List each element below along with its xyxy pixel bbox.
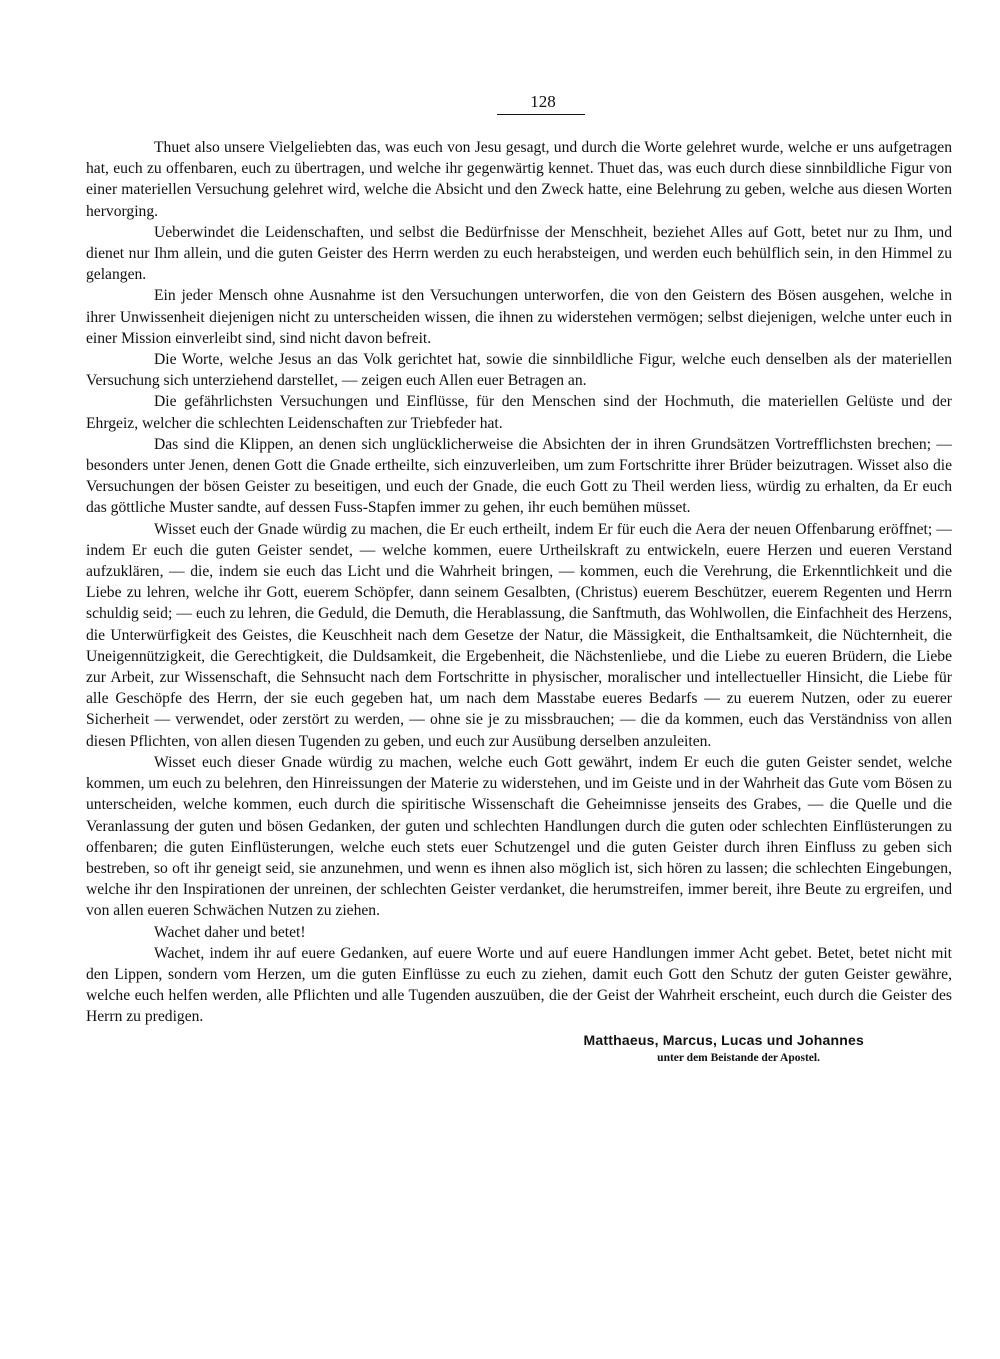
paragraph-3: Ein jeder Mensch ohne Ausnahme ist den Versuchungen unterworfen, die von den Geistern des Bösen ausgehen, welche in ihrer Unwissenheit diejenigen nicht zu unterscheiden wissen, die ihnen zu widerstehen vermögen; selbst diejenigen, welche unter euch in einer Mission einverleibt sind, sind nicht davon befreit. <box>86 287 952 347</box>
paragraph-4: Die Worte, welche Jesus an das Volk gerichtet hat, sowie die sinnbildliche Figur, welche euch denselben als der materiellen Versuchung sich unterziehend darstellet, — zeigen euch Allen euer Betragen an. <box>86 351 952 390</box>
paragraph-5: Die gefährlichsten Versuchungen und Einflüsse, für den Menschen sind der Hochmuth, die materiellen Gelüste und der Ehrgeiz, welcher die schlechten Leidenschaften zur Triebfeder hat. <box>86 393 952 432</box>
body-text <box>86 137 952 1028</box>
paragraph-1: Thuet also unsere Vielgeliebten das, was euch von Jesu gesagt, und durch die Worte gelehret wurde, welche er uns aufgetragen hat, euch zu offenbaren, euch zu übertragen, und welche ihr gegenwärtig kennet. Thuet das, was euch durch diese sinnbildliche Figur von einer materiellen Versuchung gelehret wird, welche die Absicht und den Zweck hatte, eine Belehrung zu geben, welche aus diesen Worten hervorging. <box>86 139 952 220</box>
signature-block <box>86 1030 952 1066</box>
paragraph-2: Ueberwindet die Leidenschaften, und selbst die Bedürfnisse der Menschheit, beziehet Alles auf Gott, betet nur zu Ihm, und dienet nur Ihm allein, und die guten Geister des Herrn werden zu euch herabsteigen, und werden euch behülflich sein, in den Himmel zu gelangen. <box>86 223 952 284</box>
page-number: 128 <box>530 92 556 111</box>
signature-subtitle: unter dem Beistande der Apostel. <box>657 1051 820 1064</box>
document-page <box>86 92 952 1066</box>
paragraph-9: Wachet daher und betet! <box>154 923 306 941</box>
paragraph-10: Wachet, indem ihr auf euere Gedanken, auf euere Worte und auf euere Handlungen immer Acht gebet. Betet, betet nicht mit den Lippen, sondern vom Herzen, um die guten Einflüsse zu euch zu ziehen, damit euch Gott den Schutz der guten Geister gewähre, welche euch helfen werden, alle Pflichten und alle Tugenden auszuüben, die der Geist der Wahrheit erscheint, euch durch die Geister des Herrn zu predigen. <box>86 944 952 1026</box>
paragraph-6: Das sind die Klippen, an denen sich unglücklicherweise die Absichten der in ihren Grundsätzen Vortrefflichsten brechen; — besonders unter Jenen, denen Gott die Gnade ertheilte, sich einzuverleiben, um zum Fortschritte ihrer Brüder beizutragen. Wisset also die Versuchungen der bösen Geister zu beseitigen, und euch der Gnade, die euch Gott zu Theil werden liess, würdig zu erhalten, da Er euch das göttliche Muster sandte, auf dessen Fuss-Stapfen immer zu gehen, ihr euch bemühen müsset. <box>86 435 952 517</box>
signature-names: Matthaeus, Marcus, Lucas und Johannes <box>583 1031 864 1048</box>
paragraph-7: Wisset euch der Gnade würdig zu machen, die Er euch ertheilt, indem Er für euch die Aera der neuen Offenbarung eröffnet; — indem Er euch die guten Geister sendet, — welche kommen, euere Urtheilskraft zu entwickeln, euere Herzen und eueren Verstand aufzuklären, — die, indem sie euch das Licht und die Wahrheit bringen, — kommen, euch die Verehrung, die Erkenntlichkeit und die Liebe zu lehren, welche ihr Gott, euerem Schöpfer, dann seinem Gesalbten, (Christus) euerem Beschützer, euerem Regenten und Herrn schuldig seid; — euch zu lehren, die Geduld, die Demuth, die Herablassung, die Sanftmuth, das Wohlwollen, die Einfachheit des Herzens, die Unterwürfigkeit des Geistes, die Keuschheit nach dem Gesetze der Natur, die Mässigkeit, die Enthaltsamkeit, die Nüchternheit, die Uneigennützigkeit, die Gerechtigkeit, die Duldsamkeit, die Ergebenheit, die Nächstenliebe, und die Liebe zu eueren Brüdern, die Liebe zur Arbeit, zur Wissenschaft, die Sehnsucht nach dem Fortschritte in physischer, moralischer und intellectueller Hinsicht, die Liebe für alle Geschöpfe des Herrn, der sie euch gegeben hat, um nach dem Masstabe eueres Bedarfs — zu euerem Nutzen, oder zu euerer Sicherheit — verwendet, oder zerstört zu werden, — ohne sie je zu missbrauchen; — die da kommen, euch das Verständniss von allen diesen Pflichten, von allen diesen Tugenden zu geben, und euch zur Ausübung derselben anzuleiten. <box>86 520 952 750</box>
page-number-rule <box>497 114 585 115</box>
paragraph-8: Wisset euch dieser Gnade würdig zu machen, welche euch Gott gewährt, indem Er euch die guten Geister sendet, welche kommen, um euch zu belehren, den Hinreissungen der Materie zu widerstehen, und im Geiste und in der Wahrheit das Gute vom Bösen zu unterscheiden, welche kommen, euch durch die spiritische Wissenschaft die Geheimnisse jenseits des Grabes, — die Quelle und die Veranlassung der guten und bösen Gedanken, der guten und schlechten Handlungen durch die guten oder schlechten Einflüsterungen zu offenbaren; die guten Einflüsterungen, welche euch stets euer Schutzengel und die guten Geister durch ihren Einfluss zu geben sich bestreben, so oft ihr geneigt seid, sie anzunehmen, und wenn es ihnen also möglich ist, sich hören zu lassen; die schlechten Eingebungen, welche ihr den Inspirationen der unreinen, der schlechten Geister verdanket, die herumstreifen, immer bereit, ihre Beute zu ergreifen, und von allen eueren Schwächen Nutzen zu ziehen. <box>86 753 952 920</box>
